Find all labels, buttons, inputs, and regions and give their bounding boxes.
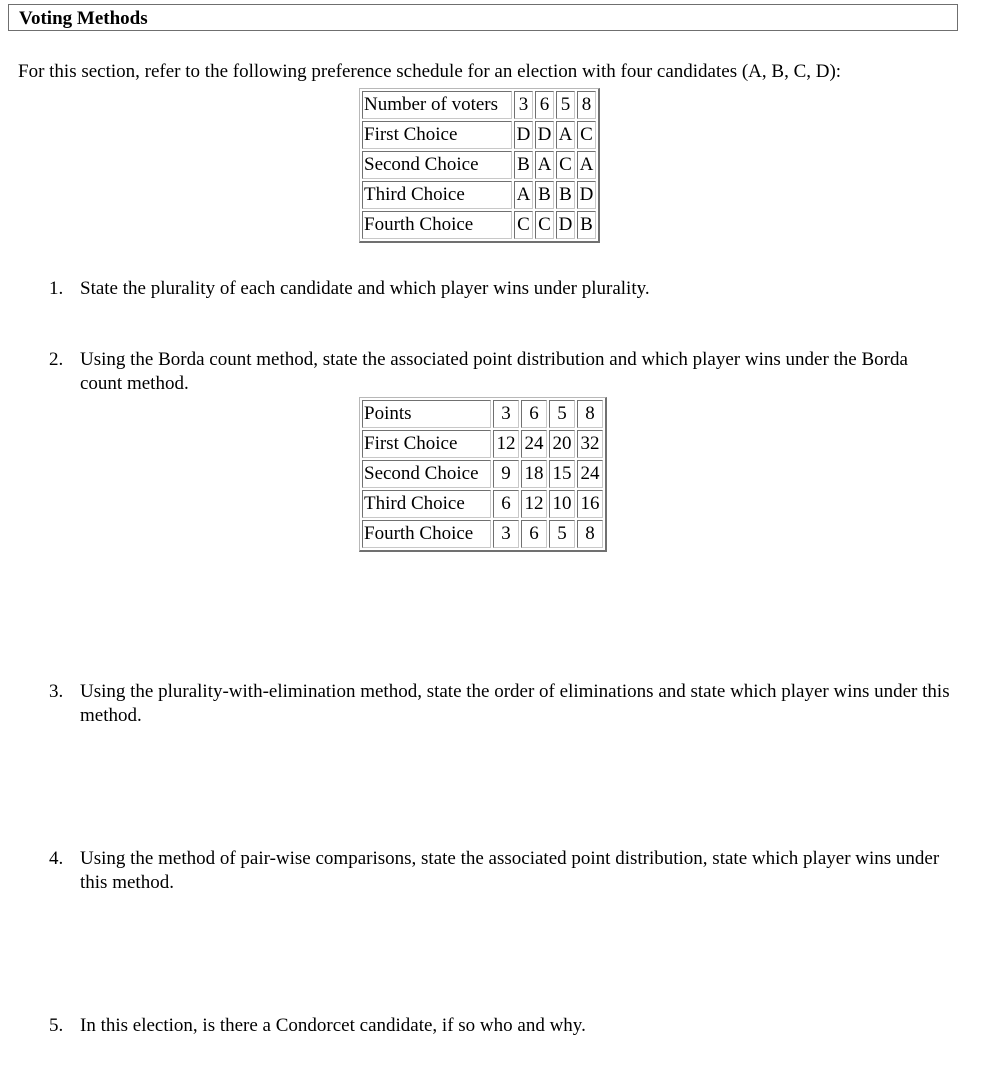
question-text: Using the plurality-with-elimination method, state the order of eliminations and state which player wins under this method. <box>80 681 950 726</box>
question-number: 5. <box>49 1015 64 1036</box>
table-cell: 10 <box>549 490 575 518</box>
table-cell: 5 <box>549 400 575 428</box>
table-cell: First Choice <box>362 430 491 458</box>
table-cell: A <box>577 151 596 179</box>
table-cell: B <box>514 151 533 179</box>
table-cell: 3 <box>514 91 533 119</box>
table-cell: 6 <box>521 400 547 428</box>
table-cell: Second Choice <box>362 460 491 488</box>
table-cell: B <box>535 181 554 209</box>
question-number: 4. <box>49 848 64 869</box>
table-cell: D <box>535 121 554 149</box>
table-cell: Fourth Choice <box>362 211 512 239</box>
question-number: 2. <box>49 349 64 370</box>
table-cell: D <box>577 181 596 209</box>
table-cell: 3 <box>493 520 519 548</box>
table-cell: 6 <box>521 520 547 548</box>
question-text: In this election, is there a Condorcet candidate, if so who and why. <box>80 1015 586 1036</box>
table-cell: 3 <box>493 400 519 428</box>
table-cell: A <box>535 151 554 179</box>
table-cell: 5 <box>556 91 575 119</box>
intro-text: For this section, refer to the following preference schedule for an election with four candidates (A, B, C, D): <box>18 61 842 82</box>
table-row <box>362 121 596 149</box>
table-cell: 18 <box>521 460 547 488</box>
table-row <box>362 151 596 179</box>
table-cell: 24 <box>577 460 603 488</box>
table-cell: C <box>577 121 596 149</box>
table-row <box>362 490 603 518</box>
section-header <box>8 4 958 31</box>
preference-schedule-table <box>359 88 600 243</box>
question-number: 1. <box>49 278 64 299</box>
table-cell: Second Choice <box>362 151 512 179</box>
section-title: Voting Methods <box>19 8 148 29</box>
table-cell: B <box>577 211 596 239</box>
table-cell: A <box>556 121 575 149</box>
table-cell: C <box>514 211 533 239</box>
table-cell: 5 <box>549 520 575 548</box>
table-row <box>362 211 596 239</box>
borda-points-table <box>359 397 607 552</box>
table-cell: 32 <box>577 430 603 458</box>
table-cell: D <box>556 211 575 239</box>
table-cell: 20 <box>549 430 575 458</box>
question-text: State the plurality of each candidate and which player wins under plurality. <box>80 278 650 299</box>
question-number: 3. <box>49 681 64 702</box>
table-cell: 8 <box>577 91 596 119</box>
table-cell: A <box>514 181 533 209</box>
table-header-row <box>362 91 596 119</box>
table-cell: Third Choice <box>362 181 512 209</box>
table-row <box>362 181 596 209</box>
table-cell: 12 <box>493 430 519 458</box>
table-cell: 8 <box>577 400 603 428</box>
table-cell: Third Choice <box>362 490 491 518</box>
table-cell: 12 <box>521 490 547 518</box>
question-text: Using the Borda count method, state the associated point distribution and which player wins under the Borda count method. <box>80 349 908 394</box>
table-header-row <box>362 400 603 428</box>
table-row <box>362 460 603 488</box>
table-row <box>362 430 603 458</box>
question-text: Using the method of pair-wise comparisons, state the associated point distribution, state which player wins under this method. <box>80 848 940 893</box>
table-cell: First Choice <box>362 121 512 149</box>
table-cell: Fourth Choice <box>362 520 491 548</box>
table-cell: 8 <box>577 520 603 548</box>
table-row <box>362 520 603 548</box>
table-cell: 6 <box>535 91 554 119</box>
table-cell: 15 <box>549 460 575 488</box>
table-cell: C <box>535 211 554 239</box>
table-cell: 16 <box>577 490 603 518</box>
table-cell: Number of voters <box>362 91 512 119</box>
table-cell: C <box>556 151 575 179</box>
table-cell: 24 <box>521 430 547 458</box>
table-cell: D <box>514 121 533 149</box>
table-cell: 9 <box>493 460 519 488</box>
table-cell: Points <box>362 400 491 428</box>
table-cell: 6 <box>493 490 519 518</box>
table-cell: B <box>556 181 575 209</box>
